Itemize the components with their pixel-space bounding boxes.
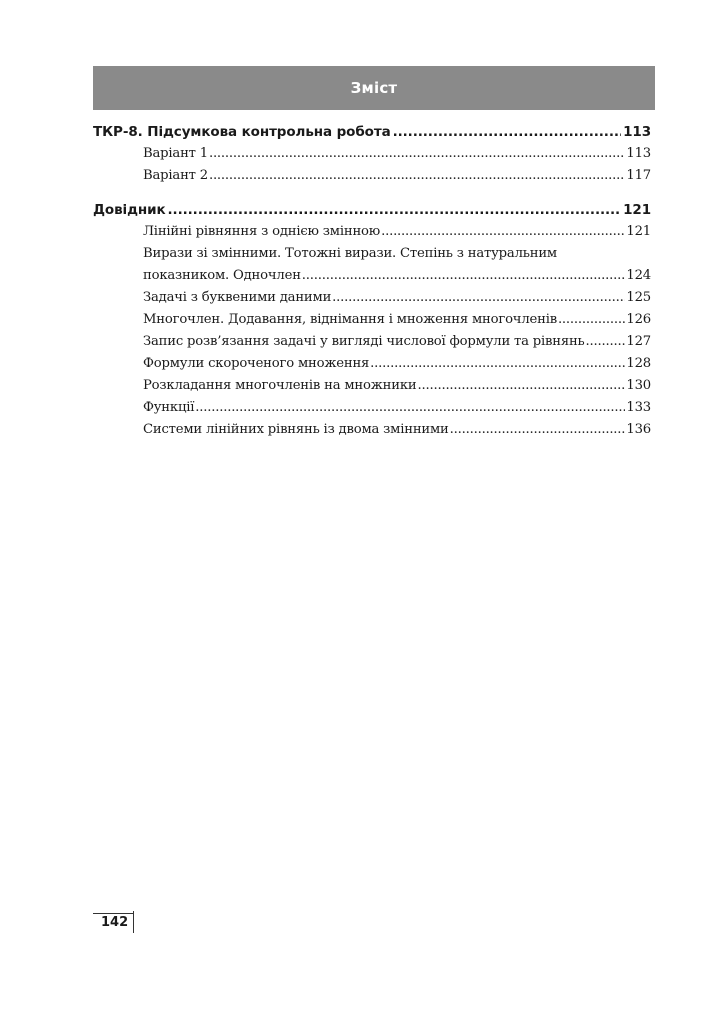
toc-item[interactable] — [143, 309, 651, 331]
page-title: Зміст — [350, 79, 398, 97]
toc-leader-dots — [418, 375, 626, 397]
toc-item-title: Системи лінійних рівнянь із двома змінними — [143, 422, 449, 437]
toc-item[interactable] — [143, 375, 651, 397]
toc-section-title: Довідник — [93, 202, 166, 218]
header-bar — [93, 66, 655, 110]
page-number-box — [93, 911, 134, 933]
toc-page-number: 121 — [626, 224, 651, 239]
toc-page-number: 127 — [626, 334, 651, 349]
toc-item-title: Розкладання многочленів на множники — [143, 378, 417, 393]
toc-item-title: Многочлен. Додавання, віднімання і множення многочленів — [143, 312, 557, 327]
toc-leader-dots — [302, 265, 626, 287]
toc-section-title: ТКР-8. Підсумкова контрольна робота — [93, 124, 391, 140]
toc-leader-dots — [209, 165, 625, 187]
toc-item[interactable] — [143, 353, 651, 375]
toc-item-title-line1: Вирази зі змінними. Тотожні вирази. Степінь з натуральним — [143, 246, 557, 261]
toc-leader-dots — [450, 419, 626, 441]
page-number: 142 — [93, 913, 133, 932]
toc-item[interactable] — [143, 287, 651, 309]
toc-item[interactable] — [143, 143, 651, 165]
toc-page-number: 121 — [623, 202, 651, 218]
toc-page-number: 113 — [626, 146, 651, 161]
toc-page-number: 124 — [626, 268, 651, 283]
toc-page-number: 128 — [626, 356, 651, 371]
toc-item[interactable] — [143, 397, 651, 419]
toc-leader-dots — [209, 143, 625, 165]
toc-item-title: Формули скороченого множення — [143, 356, 370, 371]
toc-page-number: 133 — [626, 400, 651, 415]
toc-leader-dots — [195, 397, 625, 419]
toc-item-title: Задачі з буквеними даними — [143, 290, 332, 305]
toc-leader-dots — [370, 353, 625, 375]
toc-leader-dots — [168, 199, 622, 221]
toc-item[interactable] — [143, 265, 651, 287]
toc-item-title: Запис розв’язання задачі у вигляді числової формули та рівнянь — [143, 334, 585, 349]
toc-page-number: 126 — [626, 312, 651, 327]
toc-item-title: Варіант 1 — [143, 146, 208, 161]
toc-item-title: Функції — [143, 400, 195, 415]
toc-page-number: 136 — [626, 422, 651, 437]
toc-item-title: Лінійні рівняння з однією змінною — [143, 224, 381, 239]
toc-item[interactable] — [143, 221, 651, 243]
toc-item[interactable] — [143, 165, 651, 187]
toc-page-number: 125 — [626, 290, 651, 305]
toc-page-number: 113 — [623, 124, 651, 140]
toc-item[interactable] — [143, 419, 651, 441]
toc-item-title: Варіант 2 — [143, 168, 208, 183]
toc-page-number: 130 — [626, 378, 651, 393]
toc-leader-dots — [381, 221, 625, 243]
toc-section-dovidnyk[interactable] — [93, 199, 651, 221]
toc-leader-dots — [332, 287, 625, 309]
toc-page-number: 117 — [626, 168, 651, 183]
toc-item-title: показником. Одночлен — [143, 268, 301, 283]
toc-leader-dots — [586, 331, 626, 353]
table-of-contents — [93, 121, 651, 441]
toc-section-tkr8[interactable] — [93, 121, 651, 143]
toc-leader-dots — [393, 121, 622, 143]
toc-item[interactable] — [143, 331, 651, 353]
toc-leader-dots — [558, 309, 625, 331]
